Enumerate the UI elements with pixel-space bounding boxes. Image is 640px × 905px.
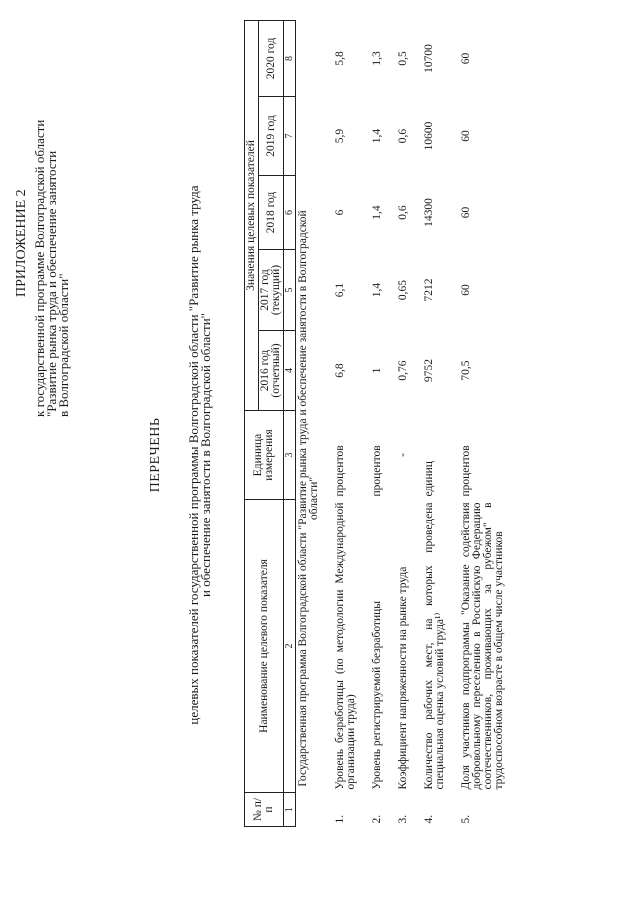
- row-num: 5.: [460, 814, 472, 824]
- row-name: Коэффициент напряженности на рынке труда: [397, 566, 409, 790]
- row-value-2017: 1,4: [371, 282, 383, 298]
- row-value-2019: 10600: [423, 121, 435, 151]
- row-unit: процентов: [334, 445, 346, 497]
- table-row: [410, 20, 447, 826]
- row-value-2016: 6,8: [334, 363, 346, 378]
- row-num: 3.: [397, 814, 409, 824]
- row-value-2018: 60: [460, 206, 472, 219]
- row-value-2018: 0,6: [397, 205, 409, 220]
- appendix-line: в Волгоградской области": [56, 273, 71, 417]
- column-number: 3: [284, 411, 296, 500]
- row-unit: процентов: [460, 445, 472, 497]
- header-num: № п/п: [245, 793, 284, 827]
- table-row: [358, 20, 384, 826]
- header-year: 2017 год (текущий): [259, 250, 284, 331]
- appendix-title: ПРИЛОЖЕНИЕ 2: [14, 189, 29, 297]
- table-row: [447, 20, 506, 826]
- row-value-2016: 0,76: [397, 360, 409, 381]
- column-number: 5: [284, 250, 296, 331]
- row-name: Уровень регистрируемой безработицы: [371, 601, 383, 790]
- appendix-line: "Развитие рынка труда и обеспечение занятости: [44, 150, 59, 417]
- row-value-2019: 1,4: [371, 128, 383, 144]
- column-number: 1: [284, 793, 296, 827]
- row-value-2016: 1: [371, 367, 383, 374]
- header-unit: Единица измерения: [245, 411, 284, 500]
- table-row: [321, 20, 358, 826]
- header-year: 2019 год: [259, 97, 284, 176]
- title-block: [150, 125, 212, 785]
- row-num: 2.: [371, 814, 383, 824]
- row-value-2016: 70,5: [460, 360, 472, 381]
- column-number: 8: [284, 20, 296, 96]
- row-value-2018: 1,4: [371, 205, 383, 220]
- row-name: Доля участников подпрограммы "Оказание содействия добровольному переселению в Российскую Федерацию соотечественников, проживающих за рубежом" в трудоспособном возрасте в общем числе участников: [460, 502, 505, 790]
- row-value-2018: 14300: [423, 198, 435, 227]
- column-number: 6: [284, 176, 296, 250]
- header-year: 2018 год: [259, 176, 284, 250]
- section-title: Государственная программа Волгоградской области "Развитие рынка труда и обеспечение занятости в Волгоградской области": [296, 20, 322, 826]
- document-subtitle-line: целевых показателей государственной программы Волгоградской области "Развитие рынка труда: [186, 185, 201, 725]
- row-name: Уровень безработицы (по методологии Международной организации труда): [334, 502, 357, 790]
- column-number: 4: [284, 331, 296, 411]
- row-value-2019: 5,9: [334, 128, 346, 144]
- row-value-2017: 6,1: [334, 282, 346, 298]
- row-name: Количество рабочих мест, на которых проведена специальная оценка условий труда¹⁾: [423, 502, 446, 790]
- column-number: 7: [284, 97, 296, 176]
- row-value-2020: 10700: [423, 44, 435, 73]
- header-values-group: Значения целевых показателей: [245, 20, 259, 410]
- indicators-table: [244, 20, 506, 827]
- column-number: 2: [284, 500, 296, 793]
- row-value-2020: 0,5: [397, 51, 409, 66]
- row-unit: -: [397, 453, 409, 457]
- row-value-2018: 6: [334, 209, 346, 216]
- row-value-2017: 7212: [423, 278, 435, 302]
- row-value-2019: 60: [460, 130, 472, 142]
- row-unit: единиц: [423, 461, 435, 497]
- row-value-2017: 0,65: [397, 279, 409, 301]
- row-value-2020: 1,3: [371, 51, 383, 66]
- document-title: ПЕРЕЧЕНЬ: [148, 417, 163, 493]
- appendix-block: [16, 17, 70, 417]
- table-row: [384, 20, 410, 826]
- header-name: Наименование целевого показателя: [245, 500, 284, 793]
- row-num: 1.: [334, 814, 346, 824]
- header-year: 2020 год: [259, 20, 284, 96]
- row-value-2017: 60: [460, 284, 472, 296]
- row-unit: процентов: [371, 445, 383, 497]
- document-subtitle-line: и обеспечение занятости в Волгоградской области": [198, 313, 213, 597]
- appendix-line: к государственной программе Волгоградской области: [32, 119, 47, 417]
- row-value-2020: 60: [460, 52, 472, 65]
- row-value-2019: 0,6: [397, 128, 409, 144]
- row-value-2020: 5,8: [334, 51, 346, 66]
- row-value-2016: 9752: [423, 359, 435, 382]
- column-numbers-row: [284, 20, 296, 826]
- header-year: 2016 год (отчетный): [259, 331, 284, 411]
- row-num: 4.: [423, 814, 435, 824]
